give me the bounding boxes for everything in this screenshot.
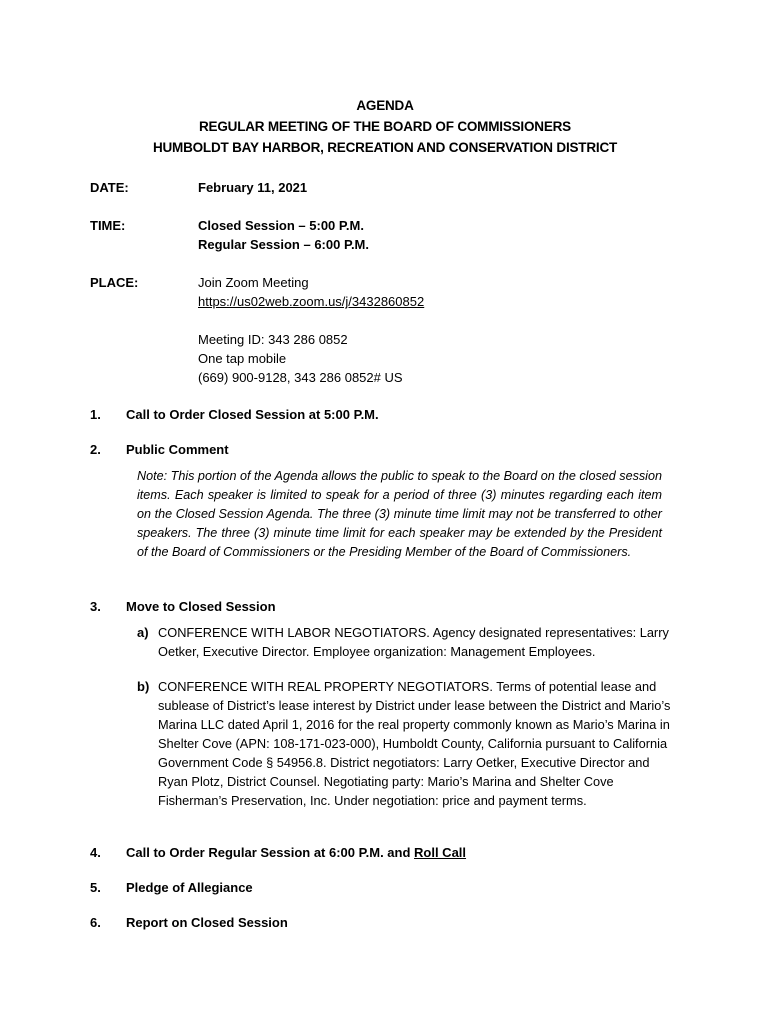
- item-number: 3.: [90, 599, 101, 614]
- time-label: TIME:: [90, 218, 126, 233]
- roll-call-link[interactable]: Roll Call: [414, 845, 467, 860]
- item-number: 2.: [90, 442, 101, 457]
- date-label: DATE:: [90, 180, 129, 195]
- item-number: 4.: [90, 845, 101, 860]
- phone-number: (669) 900-9128, 343 286 0852# US: [198, 370, 403, 385]
- date-value: February 11, 2021: [198, 180, 308, 195]
- item-number: 1.: [90, 407, 101, 422]
- item-title-text: Call to Order Regular Session at 6:00 P.M. and: [126, 845, 415, 860]
- district-name: HUMBOLDT BAY HARBOR, RECREATION AND CONSERVATION DISTRICT: [152, 140, 618, 155]
- meeting-id: Meeting ID: 343 286 0852: [198, 332, 348, 347]
- sub-item-text: CONFERENCE WITH REAL PROPERTY NEGOTIATORS. Terms of potential lease and sublease of District’s lease interest by District under lease between the District and Mario’s Marina LLC dated April 1, 2016 for the real property commonly known as Mario’s Marina in Shelter Cove (APN: 108-171-023-000), Humboldt County, California pursuant to California Government Code § 54956.8. District negotiators: Larry Oetker, Executive Director and Ryan Plotz, District Counsel. Negotiating party: Mario’s Marina and Shelter Cove Fisherman’s Preservation, Inc. Under negotiation: price and payment terms.: [158, 679, 671, 808]
- item-title: [126, 843, 466, 862]
- sub-item-label: b): [137, 679, 150, 694]
- item-number: 5.: [90, 880, 101, 895]
- agenda-header: [0, 95, 770, 158]
- sub-item-label: a): [137, 625, 149, 640]
- item-title: Move to Closed Session: [126, 599, 276, 614]
- public-comment-note: Note: This portion of the Agenda allows the public to speak to the Board on the closed session items. Each speaker is limited to speak for a period of three (3) minutes regarding each item on the Closed Session Agenda. The three (3) minute time limit may not be transferred to other speakers. The three (3) minute time limit for each speaker may be extended by the President of the Board of Commissioners or the Presiding Member of the Board of Commissioners.: [137, 469, 662, 559]
- item-title: Pledge of Allegiance: [126, 880, 253, 895]
- item-title: Report on Closed Session: [126, 915, 288, 930]
- closed-session-time: Closed Session – 5:00 P.M.: [198, 218, 364, 233]
- agenda-title: AGENDA: [356, 98, 414, 113]
- sub-item-text: CONFERENCE WITH LABOR NEGOTIATORS. Agency designated representatives: Larry Oetker, Executive Director. Employee organization: Management Employees.: [158, 625, 669, 659]
- regular-session-time: Regular Session – 6:00 P.M.: [198, 237, 369, 252]
- place-label: PLACE:: [90, 275, 139, 290]
- zoom-link[interactable]: https://us02web.zoom.us/j/3432860852: [198, 294, 425, 309]
- item-title: Public Comment: [126, 442, 229, 457]
- meeting-title: REGULAR MEETING OF THE BOARD OF COMMISSIONERS: [198, 119, 571, 134]
- join-zoom-text: Join Zoom Meeting: [198, 275, 309, 290]
- item-number: 6.: [90, 915, 101, 930]
- item-title: Call to Order Closed Session at 5:00 P.M.: [126, 407, 379, 422]
- one-tap-mobile: One tap mobile: [198, 351, 287, 366]
